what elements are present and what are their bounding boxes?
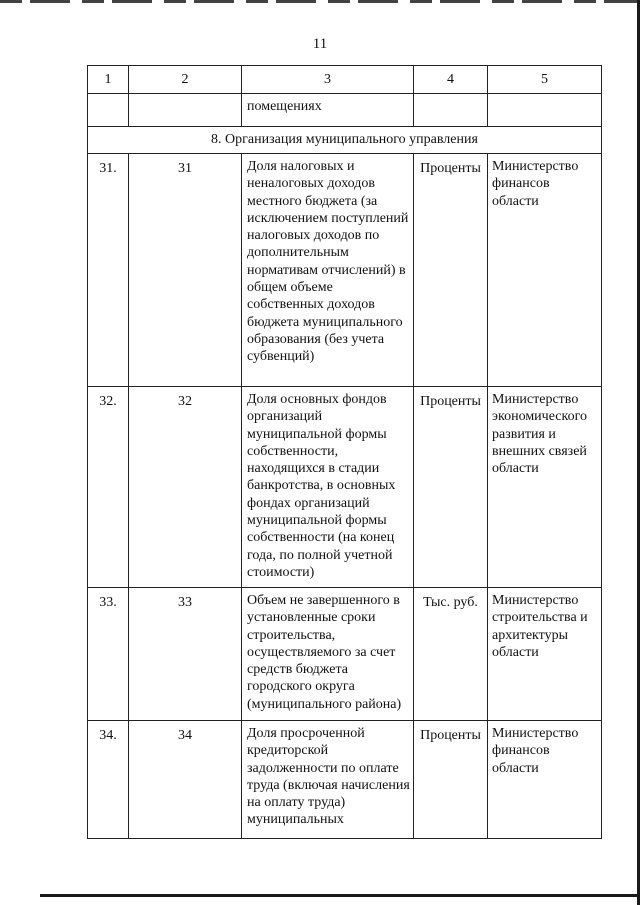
row-ministry: Министерство финансов области <box>488 721 602 839</box>
row-unit: Проценты <box>414 721 488 839</box>
header-cell-3: 3 <box>242 66 414 94</box>
header-cell-1: 1 <box>88 66 129 94</box>
page-number: 11 <box>312 36 328 52</box>
scan-edge-bottom <box>40 894 640 897</box>
row-code: 33 <box>129 588 242 721</box>
row-code: 34 <box>129 721 242 839</box>
row-number: 31. <box>88 154 129 387</box>
row-ministry: Министерство строительства и архитектуры области <box>488 588 602 721</box>
cell-ministry <box>488 94 602 127</box>
section-title: 8. Организация муниципального управления <box>88 127 602 154</box>
table-row <box>88 721 602 839</box>
row-code: 31 <box>129 154 242 387</box>
cell-code <box>129 94 242 127</box>
indicators-table <box>87 65 602 839</box>
row-indicator: Объем не завершенного в установленные сроки строительства, осуществляемого за счет средств бюджета городского округа (муниципального района) <box>242 588 414 721</box>
table-row <box>88 387 602 588</box>
header-cell-4: 4 <box>414 66 488 94</box>
row-indicator: Доля основных фондов организаций муниципальной формы собственности, находящихся в стадии банкротства, в основных фондах организаций муниципальной формы собственности (на конец года, по полной учетной стоимости) <box>242 387 414 588</box>
row-indicator: Доля просроченной кредиторской задолженности по оплате труда (включая начисления на оплату труда) муниципальных <box>242 721 414 839</box>
header-cell-2: 2 <box>129 66 242 94</box>
cell-indicator: помещениях <box>242 94 414 127</box>
row-number: 33. <box>88 588 129 721</box>
row-unit: Тыс. руб. <box>414 588 488 721</box>
table-row <box>88 588 602 721</box>
row-indicator: Доля налоговых и неналоговых доходов местного бюджета (за исключением поступлений налоговых доходов по дополнительным нормативам отчислений) в общем объеме собственных доходов бюджета муниципального образования (без учета субвенций) <box>242 154 414 387</box>
table-row <box>88 154 602 387</box>
row-number: 34. <box>88 721 129 839</box>
row-code: 32 <box>129 387 242 588</box>
row-number: 32. <box>88 387 129 588</box>
section-row <box>88 127 602 154</box>
table-header-row <box>88 66 602 94</box>
row-ministry: Министерство финансов области <box>488 154 602 387</box>
cell-num <box>88 94 129 127</box>
continuation-row <box>88 94 602 127</box>
scan-edge-top <box>0 0 640 3</box>
cell-unit <box>414 94 488 127</box>
row-unit: Проценты <box>414 387 488 588</box>
row-ministry: Министерство экономического развития и внешних связей области <box>488 387 602 588</box>
row-unit: Проценты <box>414 154 488 387</box>
header-cell-5: 5 <box>488 66 602 94</box>
